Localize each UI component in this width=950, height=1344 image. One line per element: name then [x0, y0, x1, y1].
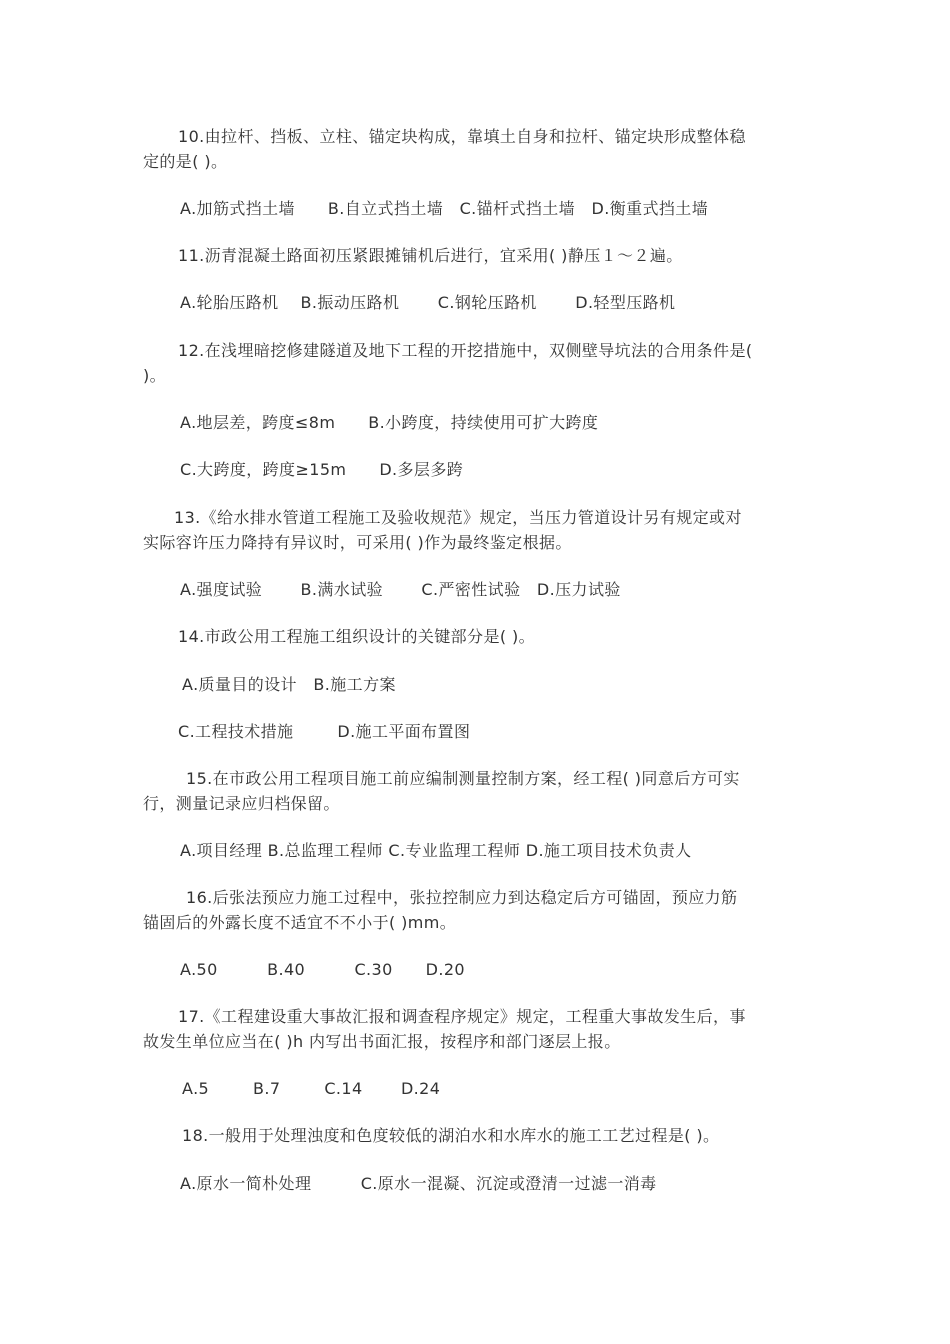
question-16-stem-line-2: 锚固后的外露长度不适宜不不小于( )mm。 [143, 913, 457, 932]
question-14-options-line-1: A.质量目的设计 B.施工方案 [182, 675, 396, 694]
question-15-options: A.项目经理 B.总监理工程师 C.专业监理工程师 D.施工项目技术负责人 [180, 841, 692, 860]
question-17-stem-line-2: 故发生单位应当在( )h 内写出书面汇报，按程序和部门逐层上报。 [143, 1032, 621, 1051]
question-13-options: A.强度试验 B.满水试验 C.严密性试验 D.压力试验 [180, 580, 621, 599]
question-17-stem-line-1: 17.《工程建设重大事故汇报和调查程序规定》规定，工程重大事故发生后，事 [178, 1007, 746, 1026]
question-15-stem-line-1: 15.在市政公用工程项目施工前应编制测量控制方案，经工程( )同意后方可实 [186, 769, 740, 788]
question-11-options: A.轮胎压路机 B.振动压路机 C.钢轮压路机 D.轻型压路机 [180, 293, 676, 312]
question-16-stem-line-1: 16.后张法预应力施工过程中，张拉控制应力到达稳定后方可锚固，预应力筋 [186, 888, 738, 907]
question-12-stem-line-2: )。 [143, 366, 167, 385]
question-10-options: A.加筋式挡土墙 B.自立式挡土墙 C.锚杆式挡土墙 D.衡重式挡土墙 [180, 199, 709, 218]
question-12-stem-line-1: 12.在浅埋暗挖修建隧道及地下工程的开挖措施中，双侧壁导坑法的合用条件是( [178, 341, 753, 360]
question-18-options: A.原水一简朴处理 C.原水一混凝、沉淀或澄清一过滤一消毒 [180, 1174, 657, 1193]
question-17-options: A.5 B.7 C.14 D.24 [182, 1079, 441, 1098]
question-10-stem-line-2: 定的是( )。 [143, 152, 228, 171]
question-15-stem-line-2: 行，测量记录应归档保留。 [143, 794, 340, 813]
question-12-options-line-2: C.大跨度，跨度≥15m D.多层多跨 [180, 460, 464, 479]
question-12-options-line-1: A.地层差，跨度≤8m B.小跨度，持续使用可扩大跨度 [180, 413, 599, 432]
question-14-stem: 14.市政公用工程施工组织设计的关键部分是( )。 [178, 627, 536, 646]
question-11-stem: 11.沥青混凝土路面初压紧跟摊铺机后进行，宜采用( )静压１～２遍。 [178, 246, 683, 265]
question-13-stem-line-1: 13.《给水排水管道工程施工及验收规范》规定，当压力管道设计另有规定或对 [174, 508, 742, 527]
question-10-stem-line-1: 10.由拉杆、挡板、立柱、锚定块构成，靠填土自身和拉杆、锚定块形成整体稳 [178, 127, 746, 146]
question-13-stem-line-2: 实际容许压力降持有异议时，可采用( )作为最终鉴定根据。 [143, 533, 572, 552]
question-18-stem: 18.一般用于处理浊度和色度较低的湖泊水和水库水的施工工艺过程是( )。 [182, 1126, 720, 1145]
question-14-options-line-2: C.工程技术措施 D.施工平面布置图 [178, 722, 471, 741]
question-16-options: A.50 B.40 C.30 D.20 [180, 960, 465, 979]
